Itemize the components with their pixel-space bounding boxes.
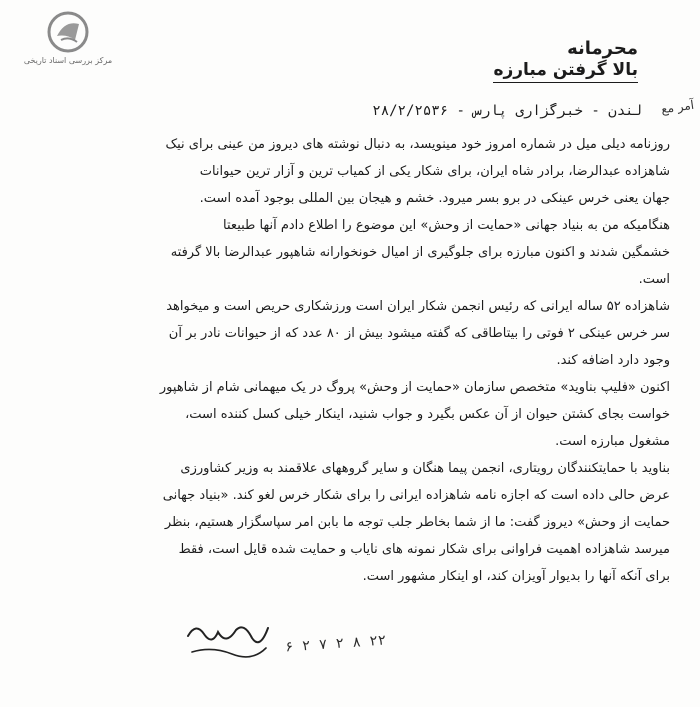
- text-line: سر خرس عینکی ۲ فوتی را بیتاطاقی که گفته میشود بیش از ۸۰ عدد که از حیوانات نادر بر آن: [168, 326, 670, 341]
- archive-logo: [18, 10, 118, 70]
- text-line: خواست بجای کشتن حیوان از آن عکس بگیرد و جواب شنید، اینکار خیلی کسل کننده است،: [185, 407, 670, 422]
- text-line: جهان یعنی خرس عینکی در برو بسر میرود. خشم و هیجان بین المللی بوجود آمده است.: [199, 191, 670, 206]
- archive-seal-icon: [45, 10, 91, 54]
- archive-number: ۲۲ ۸ ۲ ۷ ۲ ۶: [284, 632, 387, 656]
- text-line: اکنون «فلیپ بناوید» متخصص سازمان «حمایت از وحش» پروگ در یک میهمانی شام از شاهپور: [159, 380, 670, 395]
- text-line: بناوید با حمایتکنندگان رویتاری، انجمن پیما هنگان و سایر گروههای علاقمند به وزیر کشاورزی: [180, 461, 670, 476]
- dateline: لندن - خبرگزاری پارس - ۲۸/۲/۲۵۳۶: [372, 103, 642, 119]
- text-line: خشمگین شدند و اکنون مبارزه برای جلوگیری از امیال خونخوارانه شاهپور عبدالرضا بالا گرفته: [170, 245, 670, 260]
- subject-title: بالا گرفتن مبارزه: [493, 60, 638, 83]
- text-line: روزنامه دیلی میل در شماره امروز خود مینویسد، به دنبال نوشته های دیروز من عینی برای نیک: [165, 137, 670, 152]
- logo-caption: مرکز بررسی اسناد تاریخی: [23, 56, 113, 65]
- text-line: عرض حالی داده است که اجازه نامه شاهزاده ایرانی را برای شکار خرس لغو کند. «بنیاد جهانی: [162, 488, 670, 503]
- text-line: وجود دارد اضافه کند.: [556, 353, 670, 368]
- confidential-label: محرمانه: [567, 38, 638, 59]
- text-line: شاهزاده ۵۲ ساله ایرانی که رئیس انجمن شکار ایران است ورزشکاری حریص است و میخواهد: [166, 299, 670, 314]
- handwritten-signature: [182, 616, 272, 666]
- document-body: [28, 131, 670, 590]
- text-line: هنگامیکه من به بنیاد جهانی «حمایت از وحش» این موضوع را اطلاع دادم آنها طبیعتا: [223, 218, 670, 233]
- text-line: است.: [638, 272, 670, 287]
- text-line: برای آنکه آنها را بدیوار آویزان کند، او اینکار مشهور است.: [362, 569, 670, 584]
- margin-handwritten-note: آمر مع: [660, 97, 695, 117]
- text-line: حمایت از وحش» دیروز گفت: ما از شما بخاطر جلب توجه ما بابن امر سپاسگزار هستیم، بنظر: [164, 515, 670, 530]
- text-line: میرسد شاهزاده اهمیت فراوانی برای شکار نمونه های نایاب و حمایت شده قایل است، فقط: [178, 542, 670, 557]
- text-line: شاهزاده عبدالرضا، برادر شاه ایران، برای شکار یکی از کمیاب ترین و آزار ترین حیوانات: [199, 164, 670, 179]
- text-line: مشغول مبارزه است.: [555, 434, 670, 449]
